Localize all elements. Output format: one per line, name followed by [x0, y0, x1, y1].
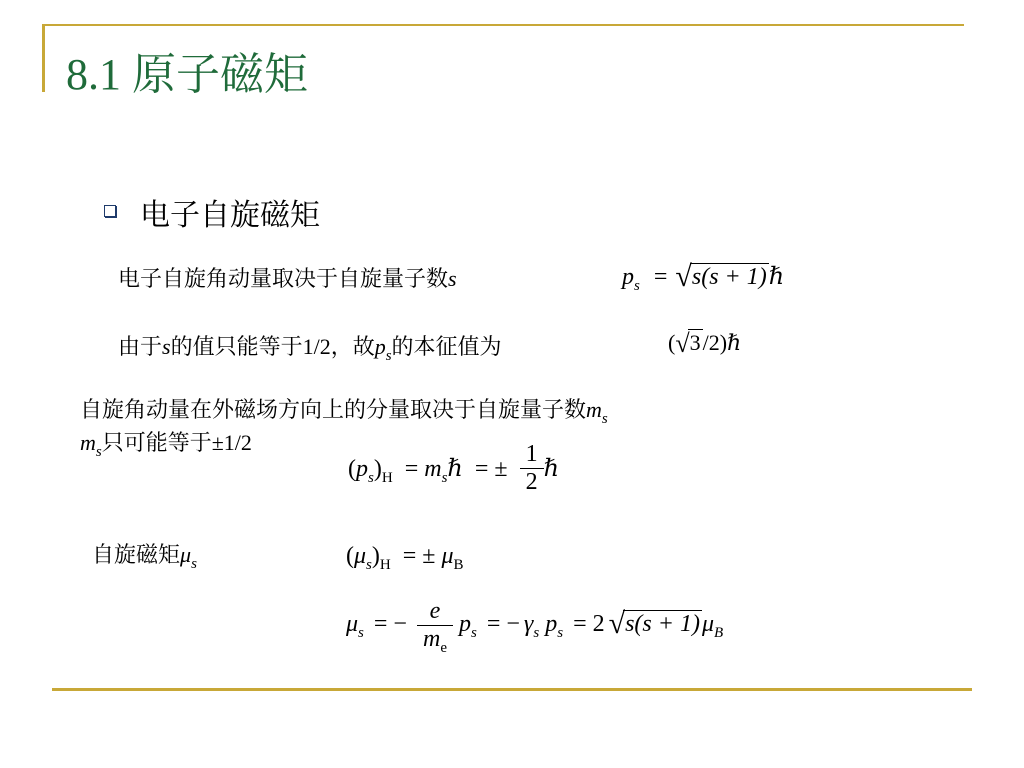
line-3-text: 自旋角动量在外磁场方向上的分量取决于自旋量子数$m_s$ [80, 397, 608, 427]
line-1-text [118, 262, 457, 293]
formula-mu-projection: $(\mu_s)_H$ = ± $\mu_B$ [346, 543, 464, 573]
line-4-text: $m_s$只可能等于±1/2 [80, 430, 252, 460]
title-accent-top-rule [42, 24, 964, 26]
line-1-label: 电子自旋角动量取决于自旋量子数 [118, 266, 449, 291]
line-2-text: 由于s的值只能等于1/2，故$p_s$的本征值为 [118, 334, 502, 364]
slide-title: 8.1 原子磁矩 [66, 50, 308, 99]
title-accent-vertical-rule [42, 24, 45, 92]
formula-ps-magnitude: $p_s = √s(s$ + 1)ℏ [622, 260, 785, 294]
line-1-var: s [448, 266, 457, 291]
formula-ps-projection: $(p_s)_H$ = $m_s\hbar$ = ± $\frac{1}{2}$ ℏ [348, 441, 560, 495]
footer-rule [52, 688, 972, 691]
line-5-text: 自旋磁矩$\mu_s$ [92, 542, 197, 572]
formula-mu-spin: $\mu_s$ = − $\frac{e}{m_e}$ $p_s$ = − $\gamma_s$ $p_s = 2$ $√s(s + 1)\mu_B$ [346, 598, 724, 656]
bullet-heading: 电子自旋磁矩 [140, 198, 320, 233]
formula-ps-eigenvalue: (√3/2)ℏ [668, 329, 742, 358]
square-bullet-icon [104, 205, 116, 217]
